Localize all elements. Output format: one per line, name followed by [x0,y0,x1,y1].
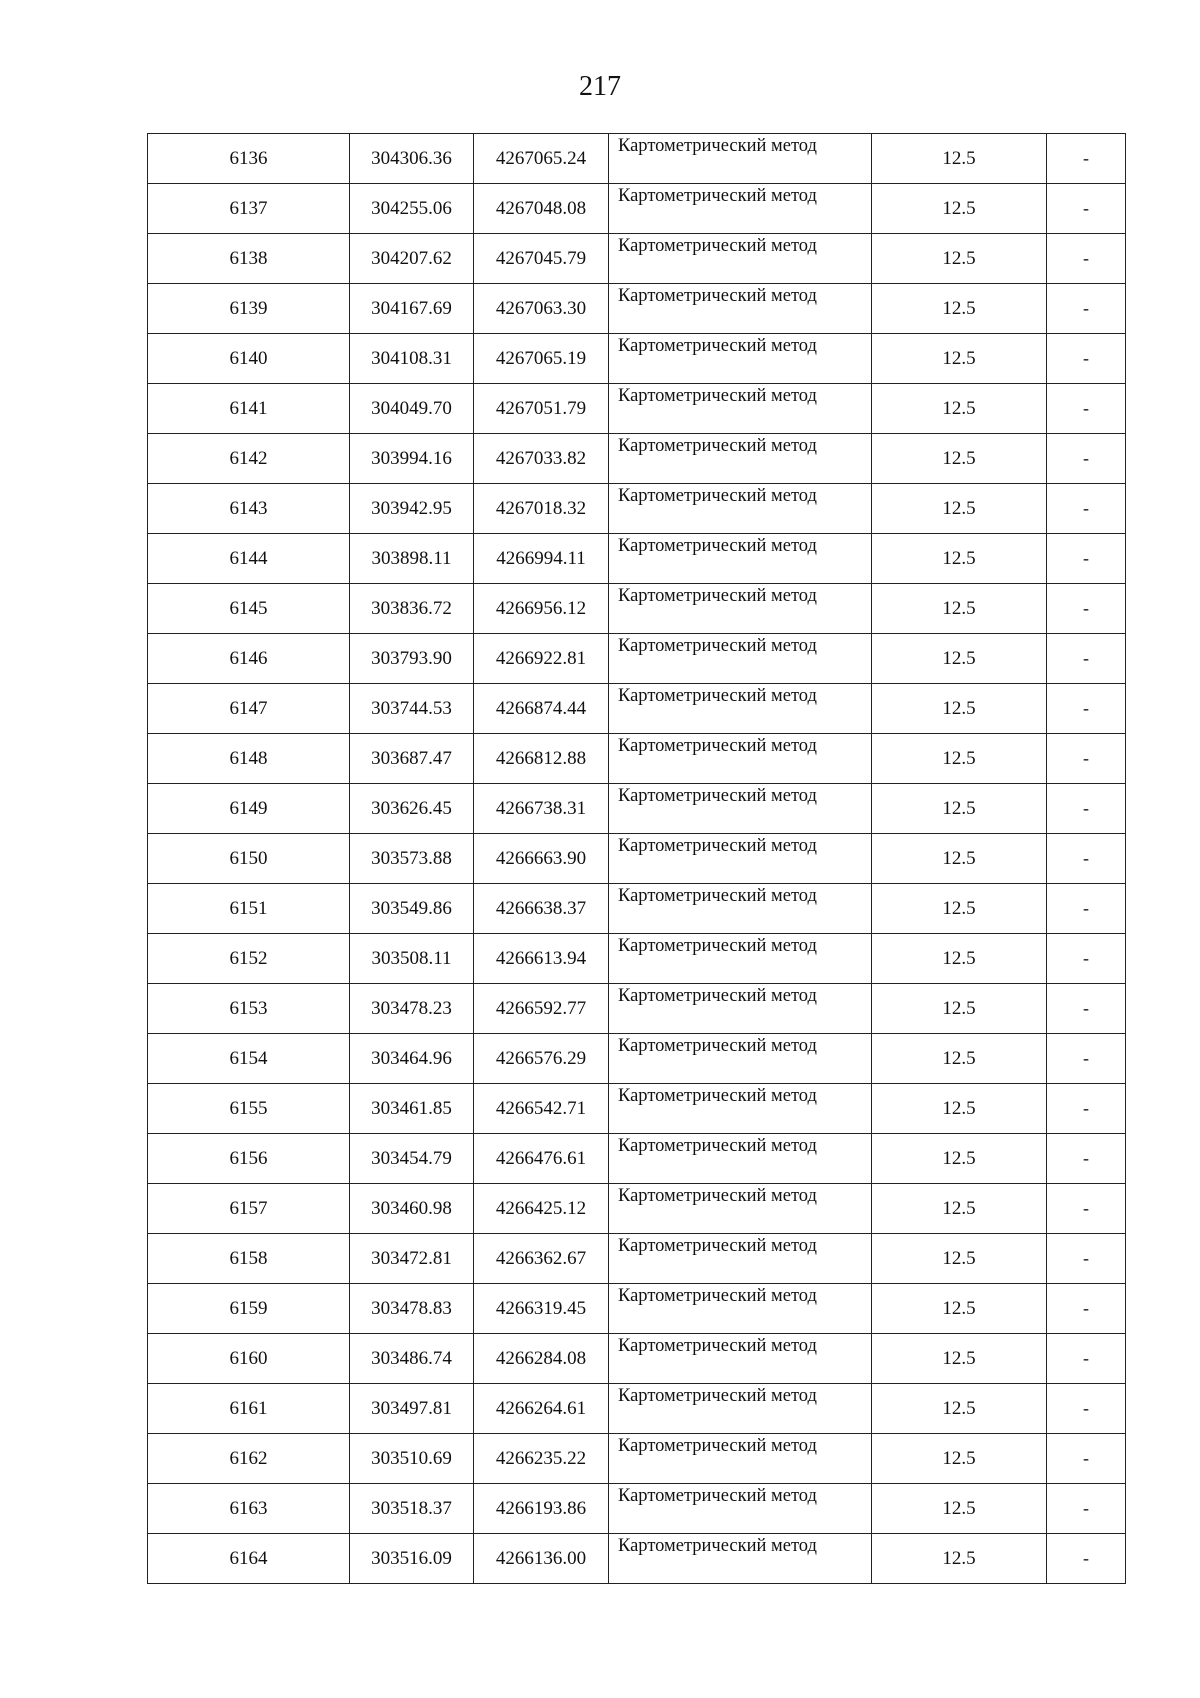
method-cell: Картометрический метод [609,284,872,334]
accuracy-cell: 12.5 [872,834,1047,884]
method-cell: Картометрический метод [609,1084,872,1134]
accuracy-cell: 12.5 [872,584,1047,634]
accuracy-cell: 12.5 [872,734,1047,784]
accuracy-cell: 12.5 [872,534,1047,584]
note-cell: - [1047,1184,1126,1234]
accuracy-cell: 12.5 [872,884,1047,934]
note-cell: - [1047,584,1126,634]
method-cell: Картометрический метод [609,434,872,484]
method-cell: Картометрический метод [609,584,872,634]
x-coordinate-cell: 304049.70 [350,384,474,434]
accuracy-cell: 12.5 [872,1484,1047,1534]
accuracy-cell: 12.5 [872,434,1047,484]
point-number-cell: 6139 [148,284,350,334]
point-number-cell: 6145 [148,584,350,634]
table-row [148,334,1126,384]
y-coordinate-cell: 4266638.37 [474,884,609,934]
x-coordinate-cell: 304207.62 [350,234,474,284]
x-coordinate-cell: 303549.86 [350,884,474,934]
method-cell: Картометрический метод [609,184,872,234]
coordinates-table [147,133,1126,1584]
accuracy-cell: 12.5 [872,1134,1047,1184]
method-cell: Картометрический метод [609,1534,872,1584]
y-coordinate-cell: 4266264.61 [474,1384,609,1434]
note-cell: - [1047,284,1126,334]
note-cell: - [1047,434,1126,484]
x-coordinate-cell: 303478.83 [350,1284,474,1334]
method-cell: Картометрический метод [609,834,872,884]
y-coordinate-cell: 4266235.22 [474,1434,609,1484]
y-coordinate-cell: 4266592.77 [474,984,609,1034]
accuracy-cell: 12.5 [872,1284,1047,1334]
x-coordinate-cell: 303461.85 [350,1084,474,1134]
point-number-cell: 6153 [148,984,350,1034]
x-coordinate-cell: 303942.95 [350,484,474,534]
accuracy-cell: 12.5 [872,334,1047,384]
method-cell: Картометрический метод [609,1484,872,1534]
x-coordinate-cell: 303472.81 [350,1234,474,1284]
method-cell: Картометрический метод [609,1034,872,1084]
y-coordinate-cell: 4266319.45 [474,1284,609,1334]
note-cell: - [1047,1134,1126,1184]
note-cell: - [1047,734,1126,784]
x-coordinate-cell: 303793.90 [350,634,474,684]
y-coordinate-cell: 4266576.29 [474,1034,609,1084]
x-coordinate-cell: 303687.47 [350,734,474,784]
y-coordinate-cell: 4266362.67 [474,1234,609,1284]
method-cell: Картометрический метод [609,134,872,184]
accuracy-cell: 12.5 [872,1434,1047,1484]
table-row [148,734,1126,784]
table-row [148,484,1126,534]
table-row [148,1084,1126,1134]
x-coordinate-cell: 303464.96 [350,1034,474,1084]
x-coordinate-cell: 303836.72 [350,584,474,634]
y-coordinate-cell: 4266193.86 [474,1484,609,1534]
accuracy-cell: 12.5 [872,984,1047,1034]
note-cell: - [1047,1084,1126,1134]
point-number-cell: 6148 [148,734,350,784]
table-body [148,134,1126,1584]
y-coordinate-cell: 4267018.32 [474,484,609,534]
y-coordinate-cell: 4267033.82 [474,434,609,484]
point-number-cell: 6141 [148,384,350,434]
note-cell: - [1047,1334,1126,1384]
table-row [148,434,1126,484]
y-coordinate-cell: 4267065.19 [474,334,609,384]
table-row [148,134,1126,184]
note-cell: - [1047,884,1126,934]
x-coordinate-cell: 303454.79 [350,1134,474,1184]
method-cell: Картометрический метод [609,684,872,734]
method-cell: Картометрический метод [609,484,872,534]
table-row [148,834,1126,884]
accuracy-cell: 12.5 [872,784,1047,834]
x-coordinate-cell: 303460.98 [350,1184,474,1234]
accuracy-cell: 12.5 [872,134,1047,184]
x-coordinate-cell: 304167.69 [350,284,474,334]
method-cell: Картометрический метод [609,1434,872,1484]
y-coordinate-cell: 4266284.08 [474,1334,609,1384]
x-coordinate-cell: 303744.53 [350,684,474,734]
point-number-cell: 6143 [148,484,350,534]
point-number-cell: 6144 [148,534,350,584]
table-row [148,234,1126,284]
method-cell: Картометрический метод [609,984,872,1034]
note-cell: - [1047,384,1126,434]
table-row [148,984,1126,1034]
note-cell: - [1047,1234,1126,1284]
note-cell: - [1047,1384,1126,1434]
point-number-cell: 6142 [148,434,350,484]
y-coordinate-cell: 4266922.81 [474,634,609,684]
accuracy-cell: 12.5 [872,934,1047,984]
table-row [148,684,1126,734]
point-number-cell: 6136 [148,134,350,184]
point-number-cell: 6158 [148,1234,350,1284]
table-row [148,384,1126,434]
method-cell: Картометрический метод [609,884,872,934]
point-number-cell: 6156 [148,1134,350,1184]
note-cell: - [1047,634,1126,684]
method-cell: Картометрический метод [609,784,872,834]
page-number: 217 [579,71,621,102]
x-coordinate-cell: 303497.81 [350,1384,474,1434]
accuracy-cell: 12.5 [872,384,1047,434]
x-coordinate-cell: 303626.45 [350,784,474,834]
note-cell: - [1047,684,1126,734]
method-cell: Картометрический метод [609,934,872,984]
note-cell: - [1047,134,1126,184]
point-number-cell: 6162 [148,1434,350,1484]
method-cell: Картометрический метод [609,534,872,584]
y-coordinate-cell: 4266613.94 [474,934,609,984]
note-cell: - [1047,834,1126,884]
x-coordinate-cell: 303478.23 [350,984,474,1034]
accuracy-cell: 12.5 [872,1034,1047,1084]
x-coordinate-cell: 303573.88 [350,834,474,884]
x-coordinate-cell: 303518.37 [350,1484,474,1534]
table-row [148,934,1126,984]
table-row [148,1184,1126,1234]
y-coordinate-cell: 4266874.44 [474,684,609,734]
note-cell: - [1047,1284,1126,1334]
x-coordinate-cell: 303486.74 [350,1334,474,1384]
note-cell: - [1047,1034,1126,1084]
method-cell: Картометрический метод [609,1234,872,1284]
point-number-cell: 6149 [148,784,350,834]
table-row [148,784,1126,834]
point-number-cell: 6146 [148,634,350,684]
x-coordinate-cell: 303994.16 [350,434,474,484]
note-cell: - [1047,1484,1126,1534]
method-cell: Картометрический метод [609,234,872,284]
y-coordinate-cell: 4266956.12 [474,584,609,634]
point-number-cell: 6157 [148,1184,350,1234]
y-coordinate-cell: 4266663.90 [474,834,609,884]
point-number-cell: 6161 [148,1384,350,1434]
note-cell: - [1047,984,1126,1034]
accuracy-cell: 12.5 [872,1084,1047,1134]
accuracy-cell: 12.5 [872,684,1047,734]
table-row [148,1134,1126,1184]
accuracy-cell: 12.5 [872,1384,1047,1434]
note-cell: - [1047,534,1126,584]
table-row [148,1284,1126,1334]
note-cell: - [1047,1434,1126,1484]
x-coordinate-cell: 304108.31 [350,334,474,384]
accuracy-cell: 12.5 [872,1234,1047,1284]
y-coordinate-cell: 4267051.79 [474,384,609,434]
table-row [148,1534,1126,1584]
point-number-cell: 6164 [148,1534,350,1584]
y-coordinate-cell: 4267063.30 [474,284,609,334]
note-cell: - [1047,184,1126,234]
method-cell: Картометрический метод [609,334,872,384]
table-row [148,634,1126,684]
y-coordinate-cell: 4266136.00 [474,1534,609,1584]
y-coordinate-cell: 4267065.24 [474,134,609,184]
table-row [148,534,1126,584]
point-number-cell: 6147 [148,684,350,734]
accuracy-cell: 12.5 [872,1184,1047,1234]
accuracy-cell: 12.5 [872,634,1047,684]
table-row [148,884,1126,934]
point-number-cell: 6154 [148,1034,350,1084]
point-number-cell: 6151 [148,884,350,934]
point-number-cell: 6137 [148,184,350,234]
table-row [148,584,1126,634]
x-coordinate-cell: 303510.69 [350,1434,474,1484]
table-row [148,1334,1126,1384]
note-cell: - [1047,234,1126,284]
note-cell: - [1047,484,1126,534]
note-cell: - [1047,784,1126,834]
accuracy-cell: 12.5 [872,1534,1047,1584]
method-cell: Картометрический метод [609,1384,872,1434]
point-number-cell: 6138 [148,234,350,284]
y-coordinate-cell: 4266738.31 [474,784,609,834]
table-row [148,184,1126,234]
x-coordinate-cell: 304306.36 [350,134,474,184]
y-coordinate-cell: 4266476.61 [474,1134,609,1184]
y-coordinate-cell: 4266425.12 [474,1184,609,1234]
point-number-cell: 6163 [148,1484,350,1534]
method-cell: Картометрический метод [609,1134,872,1184]
y-coordinate-cell: 4267048.08 [474,184,609,234]
accuracy-cell: 12.5 [872,234,1047,284]
method-cell: Картометрический метод [609,1284,872,1334]
y-coordinate-cell: 4266542.71 [474,1084,609,1134]
point-number-cell: 6160 [148,1334,350,1384]
point-number-cell: 6150 [148,834,350,884]
method-cell: Картометрический метод [609,634,872,684]
method-cell: Картометрический метод [609,1334,872,1384]
x-coordinate-cell: 303898.11 [350,534,474,584]
note-cell: - [1047,1534,1126,1584]
point-number-cell: 6159 [148,1284,350,1334]
x-coordinate-cell: 304255.06 [350,184,474,234]
y-coordinate-cell: 4266812.88 [474,734,609,784]
accuracy-cell: 12.5 [872,284,1047,334]
y-coordinate-cell: 4266994.11 [474,534,609,584]
method-cell: Картометрический метод [609,384,872,434]
table-row [148,284,1126,334]
note-cell: - [1047,334,1126,384]
point-number-cell: 6155 [148,1084,350,1134]
y-coordinate-cell: 4267045.79 [474,234,609,284]
table-row [148,1434,1126,1484]
method-cell: Картометрический метод [609,1184,872,1234]
point-number-cell: 6140 [148,334,350,384]
accuracy-cell: 12.5 [872,1334,1047,1384]
note-cell: - [1047,934,1126,984]
point-number-cell: 6152 [148,934,350,984]
accuracy-cell: 12.5 [872,484,1047,534]
table-row [148,1484,1126,1534]
x-coordinate-cell: 303508.11 [350,934,474,984]
accuracy-cell: 12.5 [872,184,1047,234]
method-cell: Картометрический метод [609,734,872,784]
x-coordinate-cell: 303516.09 [350,1534,474,1584]
table-row [148,1034,1126,1084]
table-row [148,1384,1126,1434]
table-row [148,1234,1126,1284]
